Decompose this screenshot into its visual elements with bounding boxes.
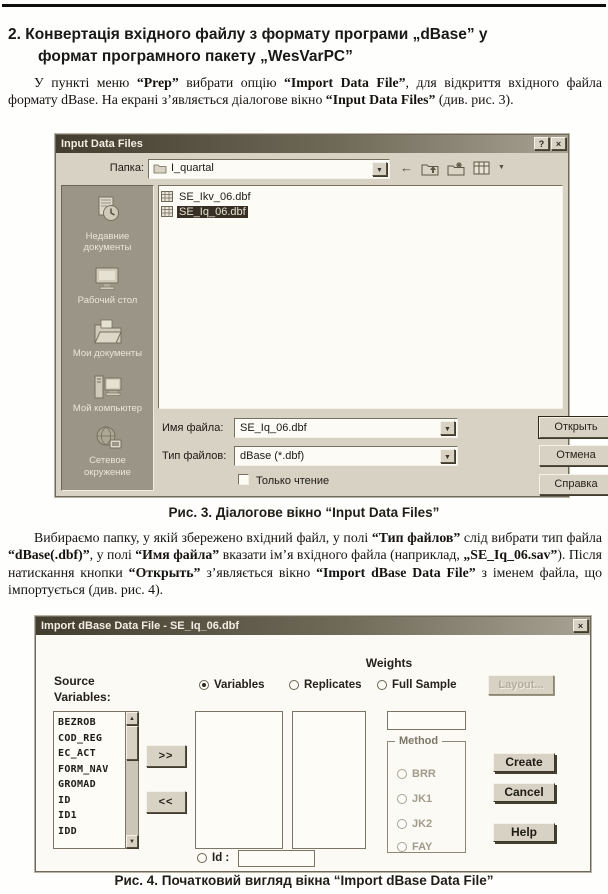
file-row-selected[interactable]	[161, 204, 560, 219]
section-heading	[8, 24, 602, 69]
figure4-caption: Рис. 4. Початковий вигляд вікна “Import dBase Data File”	[114, 873, 494, 888]
method-group-label: Method	[395, 735, 442, 747]
readonly-label: Только чтение	[256, 475, 330, 487]
radio-icon[interactable]	[377, 680, 387, 690]
radio-icon[interactable]	[397, 842, 407, 852]
input-data-files-dialog	[55, 134, 598, 497]
id-label: Id :	[212, 852, 230, 864]
scroll-down-icon[interactable]: ▼	[126, 835, 138, 848]
folder-icon	[153, 163, 167, 174]
sidebar-item-my-documents[interactable]	[68, 319, 148, 359]
cancel-button[interactable]: Отмена	[539, 445, 608, 466]
help-button[interactable]: Справка	[539, 474, 608, 495]
source-variable-item[interactable]: ID1	[58, 810, 77, 821]
source-variable-item[interactable]: EC_ACT	[58, 748, 96, 759]
sidebar-item-my-computer[interactable]	[68, 372, 148, 414]
method-radio-jk2[interactable]: JK2	[397, 818, 432, 830]
sidebar-item-label: Мои документы	[72, 347, 143, 359]
move-left-button[interactable]: <<	[146, 791, 186, 813]
replicates-weight-list[interactable]	[292, 711, 366, 849]
section-heading-line2: формат програмного пакету „WesVarPC”	[38, 48, 353, 66]
up-one-level-icon[interactable]	[421, 161, 439, 176]
page-header-rule	[2, 4, 606, 7]
file-name[interactable]: SE_Ikv_06.dbf	[179, 190, 251, 203]
figure3-caption: Рис. 3. Діалогове вікно “Input Data Files”	[168, 505, 440, 520]
method-radio-brr[interactable]: BRR	[397, 768, 436, 780]
dialog2-titlebar[interactable]	[36, 617, 590, 635]
recent-documents-icon	[93, 196, 123, 228]
radio-icon[interactable]	[397, 819, 407, 829]
sidebar-item-label: Сетевое окружение	[84, 455, 131, 478]
places-sidebar	[61, 185, 154, 491]
radio-icon[interactable]	[197, 853, 207, 863]
dialog1-titlebar[interactable]	[56, 135, 568, 153]
source-variable-item[interactable]: BEZROB	[58, 717, 96, 728]
radio-selected-icon[interactable]	[199, 680, 209, 690]
file-name[interactable]: SE_Iq_06.dbf	[179, 205, 246, 218]
weights-radio-full-sample[interactable]: Full Sample	[377, 679, 457, 691]
open-button[interactable]: Открыть	[539, 417, 608, 438]
my-documents-icon	[93, 319, 123, 345]
scrollbar-thumb[interactable]	[126, 726, 138, 760]
source-variables-label: Source Variables:	[54, 674, 111, 704]
method-group	[387, 735, 466, 853]
radio-icon[interactable]	[289, 680, 299, 690]
file-list[interactable]	[158, 185, 563, 409]
filetype-combobox[interactable]	[234, 446, 458, 466]
method-radio-jk1[interactable]: JK1	[397, 793, 432, 805]
radio-icon[interactable]	[397, 794, 407, 804]
sidebar-item-recent-documents[interactable]	[68, 196, 148, 254]
method-radio-fay[interactable]: FAY	[397, 841, 432, 853]
help-titlebar-button[interactable]: ?	[534, 137, 549, 150]
filename-label: Имя файла:	[162, 422, 224, 434]
weights-radio-variables[interactable]: Variables	[199, 679, 265, 691]
weights-label: Weights	[365, 656, 413, 670]
network-icon	[93, 426, 123, 452]
folder-combobox[interactable]	[148, 159, 390, 179]
full-sample-field[interactable]	[387, 711, 466, 730]
view-dropdown-icon[interactable]: ▼	[498, 164, 505, 171]
source-list-scrollbar[interactable]	[125, 712, 138, 848]
dialog2-title: Import dBase Data File - SE_Iq_06.dbf	[41, 620, 240, 632]
folder-dropdown-icon[interactable]: ▼	[372, 162, 387, 176]
desktop-icon	[93, 266, 123, 292]
import-dbase-dialog	[35, 616, 591, 872]
section-heading-line1: 2. Конвертація вхідного файлу з формату програми „dBase” у	[8, 26, 488, 43]
weights-radio-replicates[interactable]: Replicates	[289, 679, 362, 691]
radio-icon[interactable]	[397, 769, 407, 779]
id-radio[interactable]	[197, 852, 229, 864]
readonly-checkbox[interactable]	[238, 474, 249, 485]
folder-row	[56, 157, 568, 181]
filename-combobox[interactable]	[234, 418, 458, 438]
paragraph-1: У пункті меню “Prep” вибрати опцію “Import Data File”, для відкриття вхідного файла формату dBase. На екрані з’являється діалогове вікно “Input Data Files” (див. рис. 3).	[8, 75, 603, 108]
sidebar-item-label: Недавние документы	[83, 231, 132, 254]
close-button[interactable]: ×	[551, 137, 566, 150]
source-variable-item[interactable]: COD_REG	[58, 732, 103, 744]
source-variable-item[interactable]: IDD	[58, 825, 77, 837]
dialog1-title: Input Data Files	[61, 138, 143, 150]
filetype-label: Тип файлов:	[162, 450, 227, 462]
file-row[interactable]	[161, 189, 560, 204]
back-icon[interactable]: ←	[400, 160, 413, 175]
help-button[interactable]: Help	[493, 823, 555, 842]
my-computer-icon	[93, 372, 123, 400]
sidebar-item-network[interactable]	[68, 426, 148, 478]
view-menu-icon[interactable]	[473, 161, 490, 175]
source-variable-item[interactable]: GROMAD	[58, 779, 96, 790]
source-variables-list[interactable]	[53, 711, 139, 849]
sidebar-item-label: Мой компьютер	[72, 402, 143, 414]
filename-dropdown-icon[interactable]: ▼	[440, 421, 455, 435]
id-field[interactable]	[238, 850, 315, 867]
dbf-file-icon	[161, 191, 173, 202]
source-variable-item[interactable]: ID	[58, 794, 71, 806]
filename-value: SE_Iq_06.dbf	[240, 422, 307, 434]
dbf-file-icon	[161, 206, 173, 217]
move-right-button[interactable]: >>	[146, 745, 186, 767]
folder-value: I_quartal	[171, 162, 214, 174]
paragraph-2: Вибираємо папку, у якій збережено вхідний файл, у полі “Тип файлов” слід вибрати тип файла “dBase(.dbf)”, у полі “Имя файла” вказати ім’я вхідного файла (наприклад, „SE_Iq_06.sav”). Після натискання кнопки “Открыть” з’являється вікно “Import dBase Data File” з іменем файла, що імпортується (див. рис. 4).	[8, 530, 602, 598]
cancel-button[interactable]: Cancel	[493, 783, 555, 802]
source-variable-item[interactable]: FORM_NAV	[58, 763, 109, 775]
layout-button[interactable]: Layout...	[488, 675, 554, 695]
filetype-value: dBase (*.dbf)	[240, 450, 305, 462]
sidebar-item-desktop[interactable]	[68, 266, 148, 306]
folder-label: Папка:	[109, 162, 144, 174]
new-folder-icon[interactable]	[447, 161, 465, 176]
create-button[interactable]: Create	[493, 753, 555, 772]
sidebar-item-label: Рабочий стол	[77, 295, 138, 307]
filetype-dropdown-icon[interactable]: ▼	[440, 449, 455, 463]
variables-weight-list[interactable]	[195, 711, 283, 849]
scroll-up-icon[interactable]: ▲	[126, 712, 138, 725]
close-button[interactable]: ×	[573, 619, 588, 632]
